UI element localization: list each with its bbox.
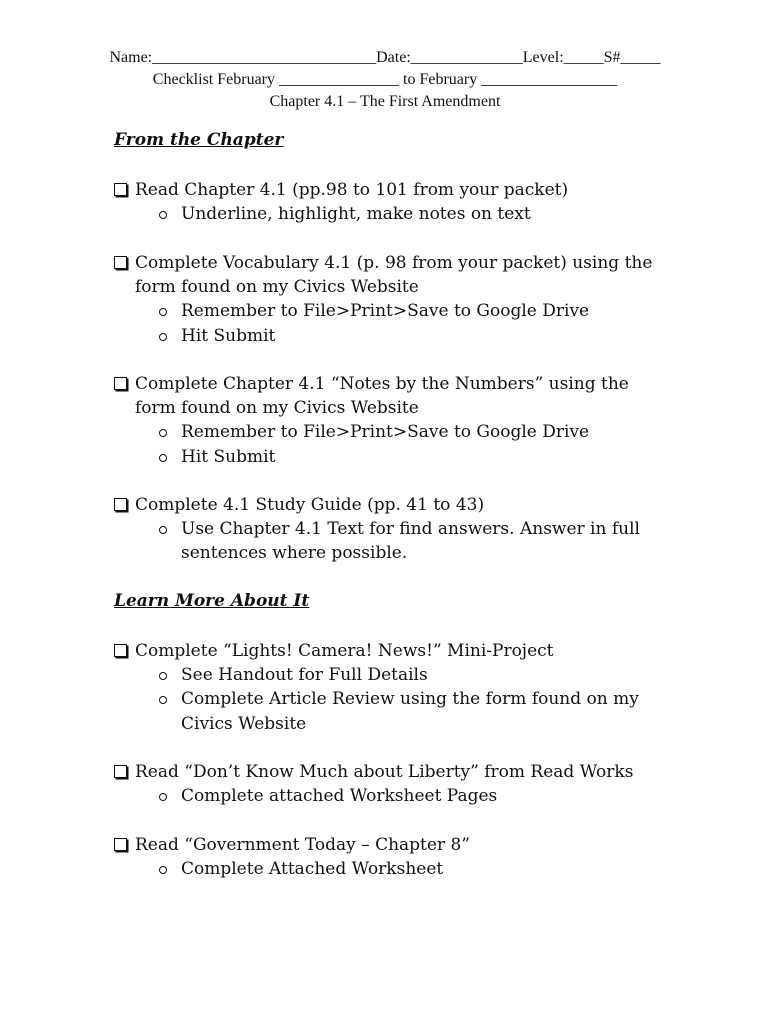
- checkbox-icon[interactable]: [114, 183, 127, 196]
- bullet-icon: [159, 793, 167, 801]
- task-label: Read “Government Today – Chapter 8”: [135, 835, 470, 855]
- subitem: [159, 517, 674, 565]
- subitem: [159, 299, 674, 323]
- checkbox-icon[interactable]: [114, 765, 127, 778]
- subitem: [159, 784, 674, 808]
- task-notes-by-numbers: [114, 372, 674, 469]
- subitem: [159, 324, 674, 348]
- task-label: Complete Chapter 4.1 “Notes by the Numbers” using the form found on my Civics Website: [135, 374, 629, 419]
- task-vocabulary: [114, 251, 674, 348]
- task-label: Read Chapter 4.1 (pp.98 to 101 from your packet): [135, 180, 569, 200]
- bullet-icon: [159, 308, 167, 316]
- checkbox-icon[interactable]: [114, 838, 127, 851]
- task-study-guide: [114, 493, 674, 566]
- bullet-icon: [159, 454, 167, 462]
- bullet-icon: [159, 333, 167, 341]
- checkbox-icon[interactable]: [114, 256, 127, 269]
- subitem-label: Remember to File>Print>Save to Google Drive: [181, 422, 590, 443]
- bullet-icon: [159, 429, 167, 437]
- subitem-label: See Handout for Full Details: [181, 665, 428, 686]
- task-mini-project: [114, 639, 674, 736]
- subitem-label: Hit Submit: [181, 325, 276, 346]
- subitem-label: Underline, highlight, make notes on text: [181, 204, 531, 225]
- section-heading-from-the-chapter: From the Chapter: [114, 130, 284, 150]
- bullet-icon: [159, 526, 167, 534]
- task-read-government-today: [114, 833, 674, 881]
- checklist-dates-line: Checklist February _______________ to February _________________: [152, 71, 618, 88]
- subitem: [159, 857, 674, 881]
- subitem: [159, 663, 674, 687]
- checkbox-icon[interactable]: [114, 377, 127, 390]
- task-label: Complete “Lights! Camera! News!” Mini-Project: [135, 641, 554, 661]
- subitem: [159, 687, 674, 735]
- subitem-label: Complete attached Worksheet Pages: [181, 786, 498, 807]
- task-label: Complete Vocabulary 4.1 (p. 98 from your packet) using the form found on my Civics Website: [135, 253, 653, 298]
- chapter-title: Chapter 4.1 – The First Amendment: [269, 93, 501, 110]
- bullet-icon: [159, 696, 167, 704]
- checkbox-icon[interactable]: [114, 498, 127, 511]
- subitem-label: Hit Submit: [181, 446, 276, 467]
- subitem-label: Remember to File>Print>Save to Google Drive: [181, 301, 590, 322]
- checkbox-icon[interactable]: [114, 644, 127, 657]
- bullet-icon: [159, 211, 167, 219]
- task-label: Read “Don’t Know Much about Liberty” from Read Works: [135, 762, 634, 782]
- subitem-label: Use Chapter 4.1 Text for find answers. Answer in full sentences where possible.: [181, 519, 640, 564]
- bullet-icon: [159, 866, 167, 874]
- name-date-level-line: Name:____________________________Date:______________Level:_____S#_____: [109, 49, 661, 66]
- task-label: Complete 4.1 Study Guide (pp. 41 to 43): [135, 495, 485, 515]
- subitem-label: Complete Article Review using the form found on my Civics Website: [181, 689, 639, 734]
- subitem: [159, 202, 674, 226]
- task-read-chapter: [114, 178, 674, 226]
- subitem: [159, 420, 674, 444]
- section-heading-learn-more: Learn More About It: [114, 591, 310, 611]
- task-read-liberty: [114, 760, 674, 808]
- subitem: [159, 445, 674, 469]
- subitem-label: Complete Attached Worksheet: [181, 859, 444, 880]
- bullet-icon: [159, 672, 167, 680]
